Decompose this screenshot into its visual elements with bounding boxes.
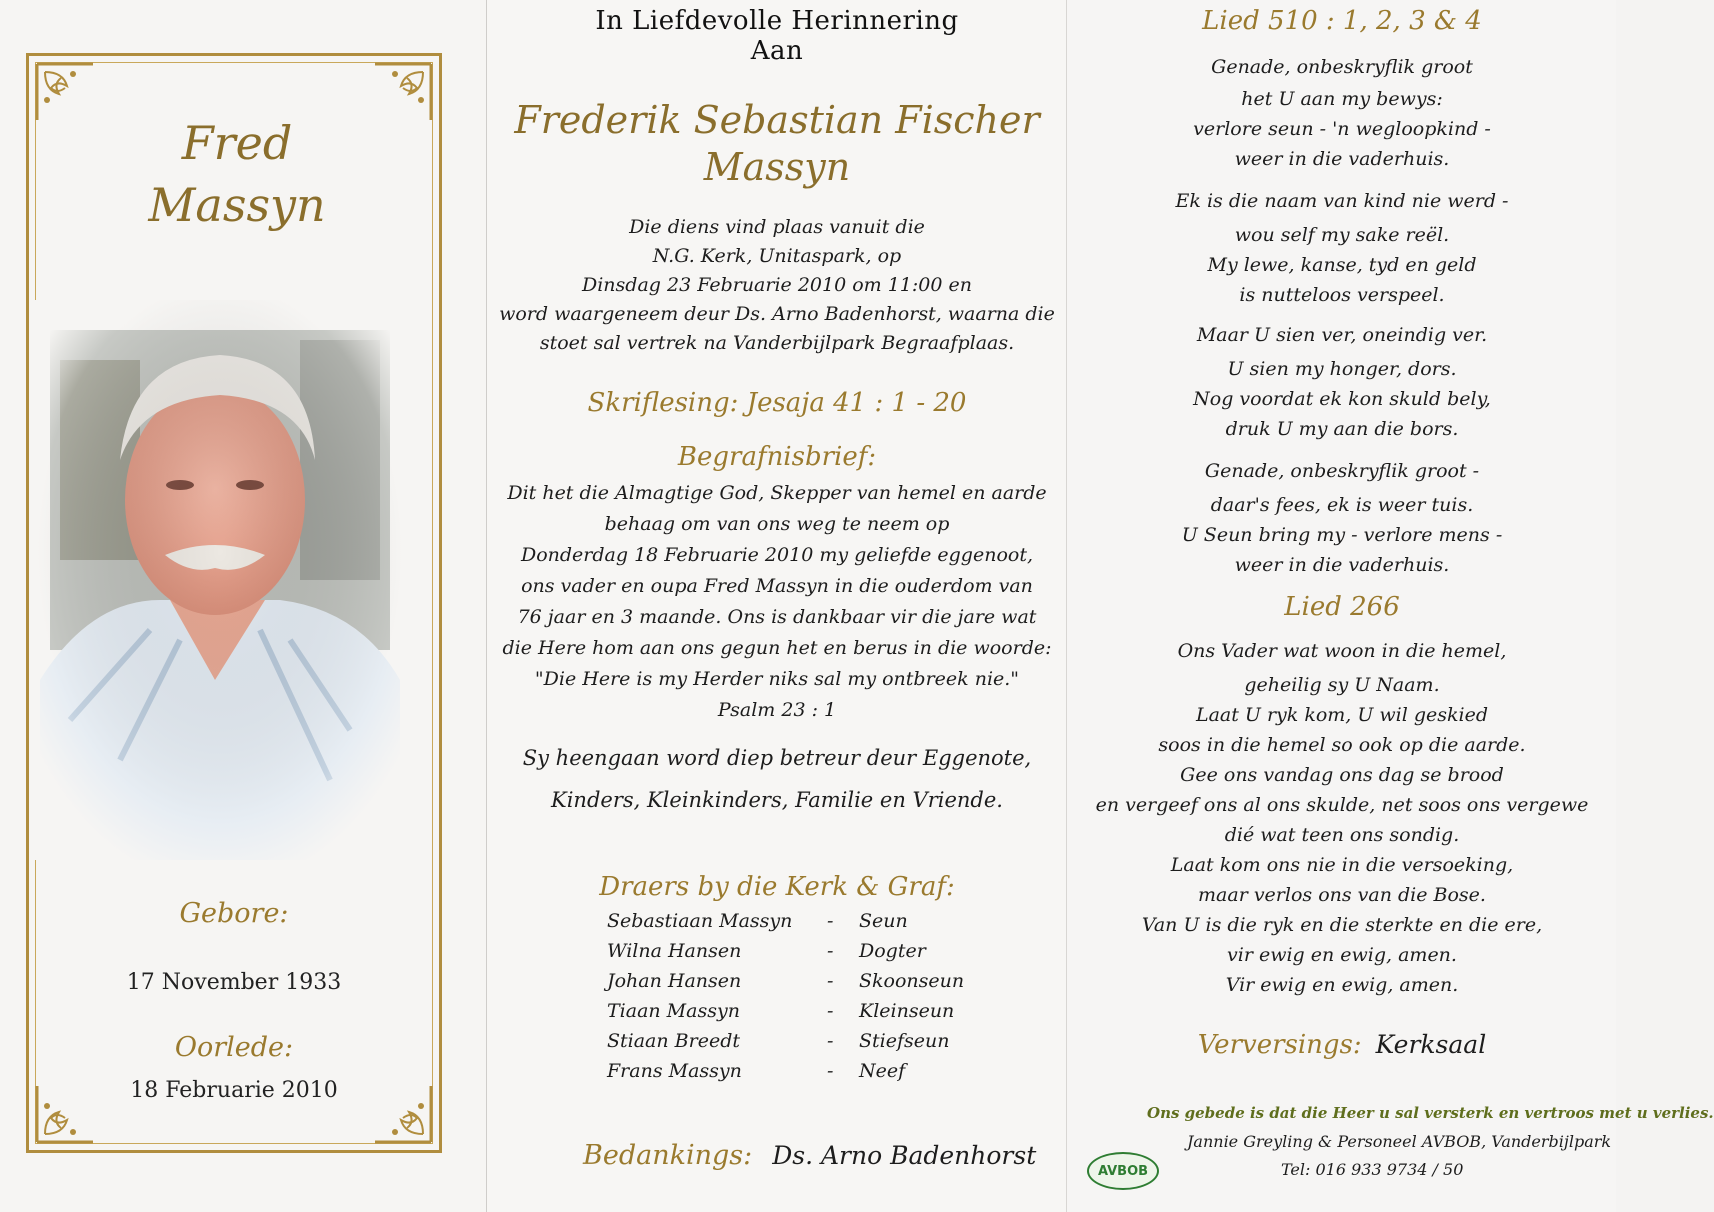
service-line: word waargeneem deur Ds. Arno Badenhorst, waarna die: [499, 303, 1055, 325]
thanks-label: Bedankings:: [583, 1140, 753, 1171]
footer-prayer: Ons gebede is dat die Heer u sal versterk en vertroos met u verlies.: [1147, 1104, 1714, 1122]
letter-line: Dit het die Almagtige God, Skepper van hemel en aarde: [507, 482, 1047, 504]
service-line: Die diens vind plaas vanuit die: [629, 216, 925, 238]
prayer-line: Laat U ryk kom, U wil geskied: [1195, 704, 1489, 726]
bearer-row: [487, 1030, 1067, 1060]
letter-line: Donderdag 18 Februarie 2010 my geliefde eggenoot,: [520, 544, 1034, 566]
portrait-photo: [30, 300, 410, 860]
bearer-row: [487, 970, 1067, 1000]
hymn-266-heading: Lied 266: [1284, 592, 1400, 622]
thanks-value: Ds. Arno Badenhorst: [772, 1141, 1037, 1170]
bearer-name: Stiaan Breedt: [607, 1030, 740, 1052]
hymn-line: wou self my sake reël.: [1234, 224, 1450, 246]
refreshments-value: Kerksaal: [1375, 1030, 1487, 1059]
scripture-reading: Skriflesing: Jesaja 41 : 1 - 20: [587, 388, 967, 418]
service-line: stoet sal vertrek na Vanderbijlpark Begraafplaas.: [539, 332, 1015, 354]
full-name-line2: Massyn: [703, 145, 851, 189]
prayer-line: en vergeef ons al ons skulde, net soos ons vergewe: [1095, 794, 1589, 816]
cover-panel: [0, 0, 486, 1212]
hymn-line: weer in die vaderhuis.: [1234, 148, 1450, 170]
prayer-line: Laat kom ons nie in die versoeking,: [1170, 854, 1514, 876]
service-line: Dinsdag 23 Februarie 2010 om 11:00 en: [581, 274, 972, 296]
cover-last-name: Massyn: [148, 178, 326, 232]
refreshments-label: Verversings:: [1197, 1030, 1362, 1060]
prayer-line: soos in die hemel so ook op die aarde.: [1158, 734, 1526, 756]
hymns-panel: [1066, 0, 1714, 1212]
hymn-line: verlore seun - 'n wegloopkind -: [1193, 118, 1491, 140]
hymn-line: Genade, onbeskryflik groot -: [1204, 460, 1480, 482]
hymn-line: het U aan my bewys:: [1241, 88, 1443, 110]
hymn-line: U Seun bring my - verlore mens -: [1181, 524, 1503, 546]
letter-line: Psalm 23 : 1: [717, 699, 837, 721]
hymn-line: U sien my honger, dors.: [1227, 358, 1457, 380]
died-date: 18 Februarie 2010: [130, 1078, 338, 1103]
prayer-line: dié wat teen ons sondig.: [1224, 824, 1460, 846]
prayer-line: maar verlos ons van die Bose.: [1198, 884, 1486, 906]
bearer-row: [487, 910, 1067, 940]
footer-company: Jannie Greyling & Personeel AVBOB, Vanderbijlpark: [1187, 1132, 1612, 1151]
memorial-heading: In Liefdevolle Herinnering: [595, 6, 959, 36]
hymn-line: Genade, onbeskryflik groot: [1211, 56, 1473, 78]
bearer-name: Johan Hansen: [607, 970, 742, 992]
bearer-dash: -: [827, 970, 834, 992]
mourners-line: Kinders, Kleinkinders, Familie en Vriende.: [551, 788, 1003, 812]
avbob-logo: AVBOB: [1087, 1152, 1159, 1190]
bearer-name: Sebastiaan Massyn: [607, 910, 793, 932]
prayer-line: Van U is die ryk en die sterkte en die ere,: [1141, 914, 1543, 936]
service-line: N.G. Kerk, Unitaspark, op: [652, 245, 902, 267]
bearer-role: Dogter: [859, 940, 926, 962]
letter-line: 76 jaar en 3 maande. Ons is dankbaar vir die jare wat: [517, 606, 1037, 628]
bearer-dash: -: [827, 940, 834, 962]
hymn-line: Maar U sien ver, oneindig ver.: [1196, 324, 1488, 346]
bearer-role: Neef: [859, 1060, 906, 1082]
hymn-line: daar's fees, ek is weer tuis.: [1210, 494, 1474, 516]
bearer-name: Wilna Hansen: [607, 940, 742, 962]
hymn-line: weer in die vaderhuis.: [1234, 554, 1450, 576]
footer-telephone: Tel: 016 933 9734 / 50: [1281, 1160, 1464, 1179]
letter-line: die Here hom aan ons gegun het en berus in die woorde:: [502, 637, 1052, 659]
letter-line: behaag om van ons weg te neem op: [604, 513, 950, 535]
prayer-line: Vir ewig en ewig, amen.: [1225, 974, 1459, 996]
letter-line: ons vader en oupa Fred Massyn in die ouderdom van: [521, 575, 1033, 597]
hymn-line: Ek is die naam van kind nie werd -: [1175, 190, 1509, 212]
full-name-line1: Frederik Sebastian Fischer: [514, 98, 1040, 142]
hymn-line: Nog voordat ek kon skuld bely,: [1193, 388, 1491, 410]
bearer-role: Skoonseun: [859, 970, 965, 992]
bearer-role: Kleinseun: [859, 1000, 955, 1022]
memorial-heading-aan: Aan: [750, 36, 804, 66]
hymn-line: My lewe, kanse, tyd en geld: [1207, 254, 1477, 276]
bearer-dash: -: [827, 1000, 834, 1022]
bearer-name: Frans Massyn: [607, 1060, 742, 1082]
bearer-role: Stiefseun: [859, 1030, 950, 1052]
bearer-dash: -: [827, 1030, 834, 1052]
bearer-dash: -: [827, 1060, 834, 1082]
prayer-line: geheilig sy U Naam.: [1244, 674, 1440, 696]
hymn-510-heading: Lied 510 : 1, 2, 3 & 4: [1202, 6, 1482, 36]
cover-first-name: Fred: [181, 116, 293, 170]
born-label: Gebore:: [179, 898, 289, 929]
thanks-line: [583, 1140, 1036, 1171]
funeral-letter-heading: Begrafnisbrief:: [677, 442, 877, 472]
prayer-line: Gee ons vandag ons dag se brood: [1180, 764, 1504, 786]
letter-line: "Die Here is my Herder niks sal my ontbreek nie.": [534, 668, 1020, 690]
service-panel: [486, 0, 1066, 1212]
prayer-line: Ons Vader wat woon in die hemel,: [1177, 640, 1507, 662]
refreshments-line: [1067, 1030, 1617, 1060]
prayer-line: vir ewig en ewig, amen.: [1227, 944, 1457, 966]
hymn-line: druk U my aan die bors.: [1225, 418, 1459, 440]
bearer-row: [487, 1060, 1067, 1090]
bearer-row: [487, 1000, 1067, 1030]
mourners-line: Sy heengaan word diep betreur deur Eggenote,: [522, 746, 1032, 770]
bearer-dash: -: [827, 910, 834, 932]
bearer-row: [487, 940, 1067, 970]
bearers-heading: Draers by die Kerk & Graf:: [599, 872, 955, 902]
born-date: 17 November 1933: [126, 970, 342, 995]
hymn-line: is nutteloos verspeel.: [1239, 284, 1445, 306]
died-label: Oorlede:: [174, 1032, 294, 1063]
bearer-name: Tiaan Massyn: [607, 1000, 740, 1022]
bearer-role: Seun: [859, 910, 908, 932]
